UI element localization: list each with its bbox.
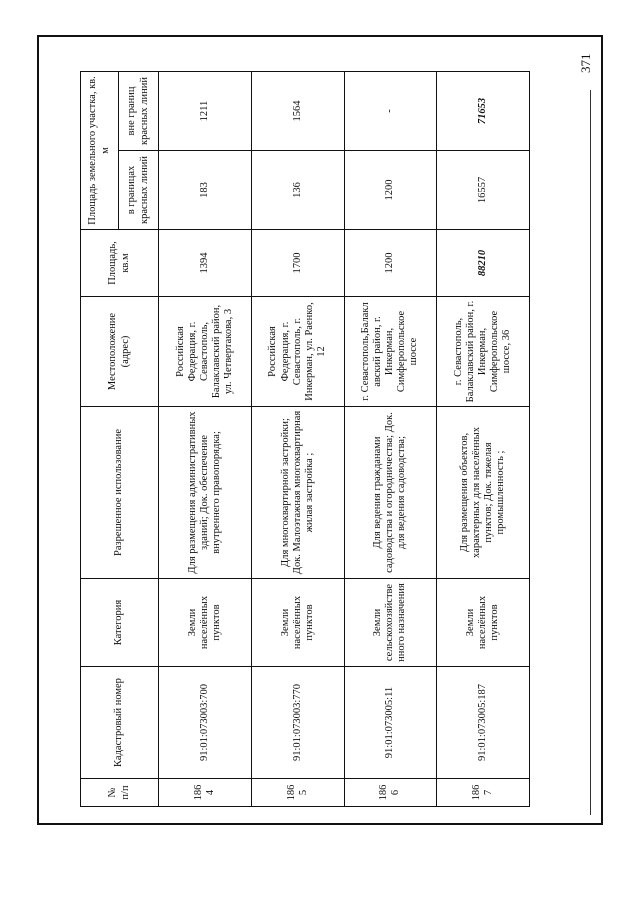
cell-cadastral: 91:01:073005:187 xyxy=(437,667,530,779)
cell-inside: 16557 xyxy=(437,151,530,230)
header-category: Категория xyxy=(81,579,159,667)
cell-permitted-use: Для размещения объектов, характерных для населённых пунктов; Док. тяжелая промышленность ; xyxy=(437,407,530,579)
table-row xyxy=(251,71,344,806)
header-inside: в границах красных линий xyxy=(119,151,159,230)
header-location: Местоположение (адрес) xyxy=(81,297,159,407)
cell-category: Земли сельскохозяйстве нного назначения xyxy=(344,579,437,667)
cell-cadastral: 91:01:073003:770 xyxy=(251,667,344,779)
header-outside: вне границ красных линий xyxy=(119,71,159,150)
cell-outside: 1564 xyxy=(251,71,344,150)
cell-num: 186 6 xyxy=(344,779,437,807)
cell-category: Земли населённых пунктов xyxy=(251,579,344,667)
cell-cadastral: 91:01:073003:700 xyxy=(159,667,252,779)
cell-permitted-use: Для многоквартирной застройки; Док. Малоэтажная многоквартирная жилая застройка ; xyxy=(251,407,344,579)
cell-area: 1200 xyxy=(344,230,437,297)
cell-permitted-use: Для размещения административных зданий; Док. обеспечение внутреннего правопорядка; xyxy=(159,407,252,579)
header-permitted-use: Разрешенное использование xyxy=(81,407,159,579)
land-plot-table xyxy=(80,72,530,807)
table-row xyxy=(159,71,252,806)
cell-category: Земли населённых пунктов xyxy=(437,579,530,667)
cell-area: 1700 xyxy=(251,230,344,297)
cell-area: 88210 xyxy=(437,230,530,297)
cell-location: г. Севастополь, Балаклавский район, г. Инкерман, Симферопольское шоссе, 36 xyxy=(437,297,530,407)
margin-rule xyxy=(590,90,591,815)
cell-num: 186 4 xyxy=(159,779,252,807)
table-row xyxy=(437,71,530,806)
header-plot-area: Площадь земельного участка, кв. м xyxy=(81,71,119,229)
cell-num: 186 7 xyxy=(437,779,530,807)
cell-outside: 71653 xyxy=(437,71,530,150)
cell-inside: 136 xyxy=(251,151,344,230)
cell-permitted-use: Для ведения гражданами садоводства и огородничества; Док. для ведения садоводства; xyxy=(344,407,437,579)
header-area: Площадь, кв.м xyxy=(81,230,159,297)
cell-inside: 183 xyxy=(159,151,252,230)
cell-outside: - xyxy=(344,71,437,150)
cell-location: Российская Федерация, г. Севастополь, г. Инкерман, ул. Раенко, 12 xyxy=(251,297,344,407)
cell-num: 186 5 xyxy=(251,779,344,807)
header-cadastral: Кадастровый номер xyxy=(81,667,159,779)
table-row xyxy=(344,71,437,806)
cell-category: Земли населённых пунктов xyxy=(159,579,252,667)
cell-location: Российская Федерация, г. Севастополь, Балаклавский район, ул. Четвертакова, 3 xyxy=(159,297,252,407)
cell-cadastral: 91:01:073005:11 xyxy=(344,667,437,779)
page-number: 371 xyxy=(578,53,593,73)
cell-outside: 1211 xyxy=(159,71,252,150)
cell-inside: 1200 xyxy=(344,151,437,230)
header-num: № п/п xyxy=(81,779,159,807)
cell-area: 1394 xyxy=(159,230,252,297)
cell-location: г. Севастополь,Балакл авский район, г. Инкерман, Симферопольское шоссе xyxy=(344,297,437,407)
